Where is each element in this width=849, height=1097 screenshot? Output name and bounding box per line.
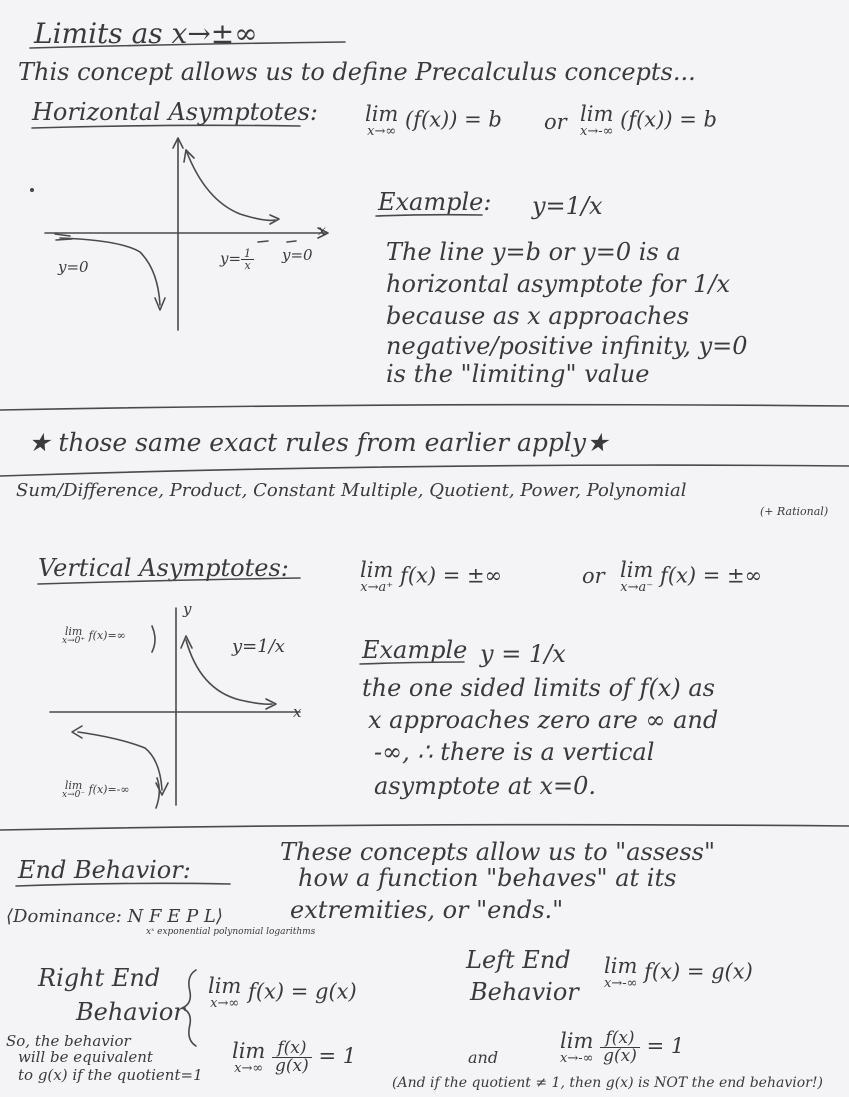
so-note-line: will be equivalent [18,1048,153,1066]
vertical-graph-x-label: x [293,703,302,721]
rules-list-note: (+ Rational) [760,505,829,518]
horizontal-explanation-line: because as x approaches [386,302,690,330]
intro-text: This concept allows us to define Precalculus concepts... [18,58,696,86]
page-title: Limits as x→±∞ [34,17,258,50]
end-desc-line: These concepts allow us to "assess" [280,838,716,866]
right-end-label-1: Right End [38,964,161,992]
horizontal-graph-y0-left: y=0 [58,258,89,276]
horizontal-graph-y0-right: y=0 [282,246,313,264]
dominance: ⟨Dominance: N F E P L⟩ [6,906,223,927]
horizontal-example-fn: y=1/x [532,192,603,220]
horizontal-or: or [544,110,567,134]
vertical-graph-top-limit: lim x→0⁺ f(x)=∞ [62,625,126,646]
vertical-heading: Vertical Asymptotes: [38,554,289,582]
end-footnote: (And if the quotient ≠ 1, then g(x) is NOT the end behavior!) [392,1075,823,1091]
right-end-limit: lim x→∞ f(x) = g(x) [208,974,357,1011]
rules-list: Sum/Difference, Product, Constant Multiple, Quotient, Power, Polynomial [16,480,687,501]
left-end-label-1: Left End [466,946,571,974]
horizontal-explanation-line: The line y=b or y=0 is a [386,238,681,266]
vertical-graph-bottom-limit: lim x→0⁻ f(x)=-∞ [62,779,130,800]
horizontal-heading: Horizontal Asymptotes: [32,98,319,126]
horizontal-graph-fn: y= $\frac{1}{x}$ [220,248,254,271]
vertical-explanation-line: x approaches zero are ∞ and [368,706,719,734]
vertical-explanation-line: asymptote at x=0. [374,772,596,800]
quotient-limit-right: lim x→∞ $\frac{f(x)}{g(x)}$ = 1 [232,1038,357,1076]
dominance-sub: xˣ exponential polynomial logarithms [146,927,316,937]
vertical-example-fn: y = 1/x [480,640,566,668]
horizontal-lim-1: lim x→∞ (f(x)) = b [365,102,502,139]
vertical-or: or [582,564,605,588]
horizontal-lim-2: lim x→-∞ (f(x)) = b [580,102,717,139]
vertical-lim-2: lim x→a⁻ f(x) = ±∞ [620,558,763,595]
left-end-limit: lim x→-∞ f(x) = g(x) [604,954,753,991]
left-end-label-2: Behavior [470,978,579,1006]
end-heading: End Behavior: [18,856,191,884]
vertical-explanation-line: -∞, ∴ there is a vertical [374,738,655,766]
and-text: and [468,1048,499,1067]
horizontal-explanation-line: horizontal asymptote for 1/x [386,270,731,298]
so-note-line: So, the behavior [6,1032,131,1050]
horizontal-example-label: Example: [378,188,492,216]
horizontal-explanation-line: is the "limiting" value [386,360,650,388]
vertical-graph-fn: y=1/x [232,636,285,657]
horizontal-explanation-line: negative/positive infinity, y=0 [386,332,748,360]
rules-line: ★ those same exact rules from earlier apply★ [28,428,609,457]
end-desc-line: how a function "behaves" at its [298,864,677,892]
vertical-lim-1: lim x→a⁺ f(x) = ±∞ [360,558,503,595]
vertical-graph-y-label: y [183,600,192,618]
right-end-label-2: Behavior [76,998,185,1026]
quotient-limit-left: lim x→-∞ $\frac{f(x)}{g(x)}$ = 1 [560,1028,685,1066]
vertical-example-label: Example [362,636,468,664]
so-note-line: to g(x) if the quotient=1 [18,1066,203,1084]
horizontal-graph-x-label: x [318,223,326,239]
vertical-explanation-line: the one sided limits of f(x) as [362,674,715,702]
end-desc-line: extremities, or "ends." [290,896,564,924]
